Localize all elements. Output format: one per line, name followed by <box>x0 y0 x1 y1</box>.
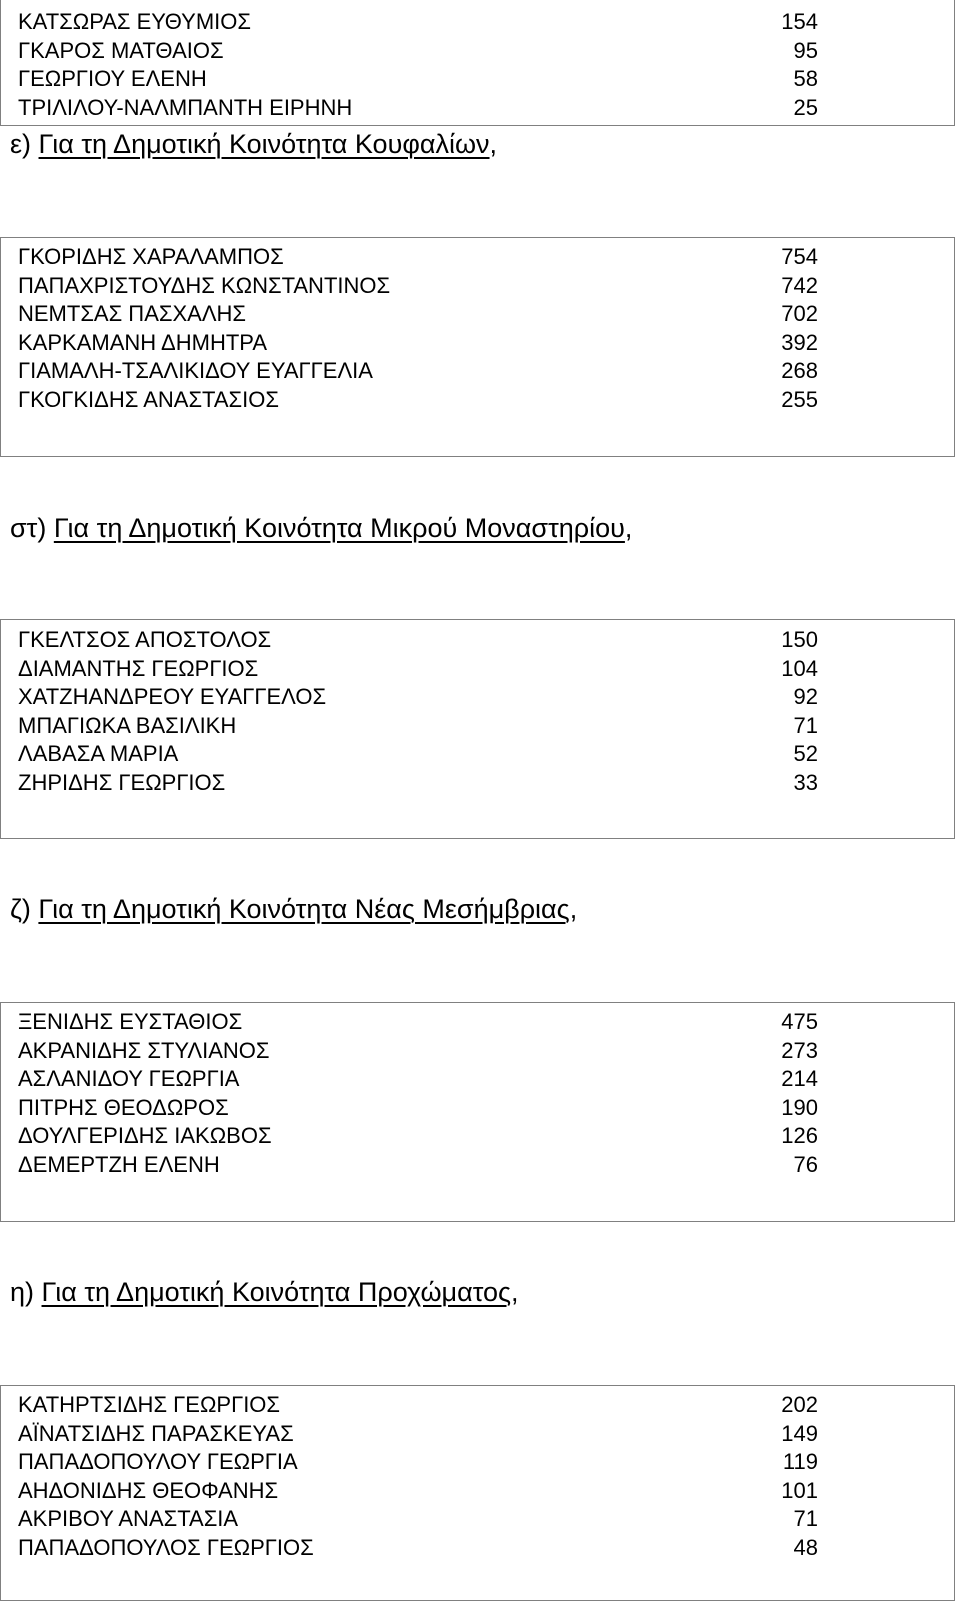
candidate-row <box>18 1037 818 1066</box>
candidate-name: ΞΕΝΙΔΗΣ ΕΥΣΤΑΘΙΟΣ <box>18 1009 243 1034</box>
candidate-votes: 392 <box>781 329 818 355</box>
candidate-name: ΑΚΡΑΝΙΔΗΣ ΣΤΥΛΙΑΝΟΣ <box>18 1037 270 1063</box>
candidate-votes: 754 <box>781 244 818 269</box>
candidate-row <box>18 1094 818 1123</box>
candidate-votes: 190 <box>781 1094 818 1120</box>
candidate-row <box>18 1065 818 1094</box>
candidate-name: ΜΠΑΓΙΩΚΑ ΒΑΣΙΛΙΚΗ <box>18 712 237 738</box>
candidate-row <box>18 94 818 123</box>
section-heading-title: Για τη Δημοτική Κοινότητα Νέας Μεσήμβριας <box>38 894 570 924</box>
candidate-row <box>18 769 818 798</box>
candidate-row <box>18 1420 818 1449</box>
candidate-name: ΚΑΤΣΩΡΑΣ ΕΥΘΥΜΙΟΣ <box>18 9 251 34</box>
section-heading-suffix: , <box>489 129 498 159</box>
candidate-name: ΠΑΠΑΔΟΠΟΥΛΟΣ ΓΕΩΡΓΙΟΣ <box>18 1534 314 1560</box>
candidate-votes: 95 <box>793 37 818 63</box>
candidate-name: ΖΗΡΙΔΗΣ ΓΕΩΡΓΙΟΣ <box>18 769 226 795</box>
candidate-row <box>18 1505 818 1534</box>
candidate-name: ΓΙΑΜΑΛΗ-ΤΣΑΛΙΚΙΔΟΥ ΕΥΑΓΓΕΛΙΑ <box>18 358 373 384</box>
candidate-name: ΓΚΑΡΟΣ ΜΑΤΘΑΙΟΣ <box>18 37 224 63</box>
candidate-row <box>18 329 818 358</box>
candidate-name: ΚΑΤΗΡΤΣΙΔΗΣ ΓΕΩΡΓΙΟΣ <box>18 1392 281 1417</box>
section-heading-suffix: , <box>624 513 633 543</box>
candidate-name: ΧΑΤΖΗΑΝΔΡΕΟΥ ΕΥΑΓΓΕΛΟΣ <box>18 684 327 710</box>
candidate-row <box>18 300 818 329</box>
section-heading-prefix: ε) <box>10 129 39 159</box>
candidate-votes: 268 <box>781 358 818 384</box>
candidate-row <box>18 386 818 415</box>
candidate-votes: 104 <box>781 655 818 681</box>
section-heading-koufalia <box>10 129 497 160</box>
candidate-list-prochoma <box>18 1391 818 1563</box>
candidate-row <box>18 1122 818 1151</box>
candidate-votes: 71 <box>793 1506 818 1532</box>
candidate-votes: 742 <box>781 272 818 298</box>
candidate-name: ΓΚΟΡΙΔΗΣ ΧΑΡΑΛΑΜΠΟΣ <box>18 244 284 269</box>
candidate-name: ΑΪΝΑΤΣΙΔΗΣ ΠΑΡΑΣΚΕΥΑΣ <box>18 1420 294 1446</box>
candidate-votes: 76 <box>793 1151 818 1177</box>
candidate-name: ΓΚΟΓΚΙΔΗΣ ΑΝΑΣΤΑΣΙΟΣ <box>18 386 279 412</box>
candidate-votes: 273 <box>781 1037 818 1063</box>
candidate-row <box>18 357 818 386</box>
candidate-votes: 58 <box>793 66 818 92</box>
candidate-name: ΛΑΒΑΣΑ ΜΑΡΙΑ <box>18 741 179 767</box>
candidate-votes: 214 <box>781 1066 818 1092</box>
section-heading-nea-mesimvria <box>10 894 577 925</box>
candidate-name: ΓΚΕΛΤΣΟΣ ΑΠΟΣΤΟΛΟΣ <box>18 627 272 652</box>
candidate-votes: 150 <box>781 627 818 652</box>
section-heading-prefix: στ) <box>10 513 54 543</box>
candidate-list-mikro-monastiri <box>18 626 818 798</box>
candidate-votes: 119 <box>782 1449 818 1475</box>
candidate-list-koufalia <box>18 243 818 415</box>
candidate-row <box>18 272 818 301</box>
section-heading-mikro-monastiri <box>10 513 632 544</box>
candidate-votes: 101 <box>781 1477 818 1503</box>
candidate-row <box>18 1534 818 1563</box>
candidate-row <box>18 243 818 272</box>
section-heading-suffix: , <box>569 894 578 924</box>
section-heading-prefix: ζ) <box>10 894 39 924</box>
candidate-votes: 202 <box>781 1392 818 1417</box>
candidate-name: ΑΣΛΑΝΙΔΟΥ ΓΕΩΡΓΙΑ <box>18 1066 240 1092</box>
candidate-row <box>18 626 818 655</box>
candidate-name: ΔΙΑΜΑΝΤΗΣ ΓΕΩΡΓΙΟΣ <box>18 655 259 681</box>
section-heading-suffix: , <box>511 1277 519 1307</box>
candidate-row <box>18 655 818 684</box>
candidate-votes: 154 <box>781 9 818 34</box>
candidate-votes: 702 <box>781 301 818 327</box>
candidate-votes: 149 <box>781 1420 818 1446</box>
candidate-name: ΑΚΡΙΒΟΥ ΑΝΑΣΤΑΣΙΑ <box>18 1506 239 1532</box>
candidate-row <box>18 740 818 769</box>
candidate-row <box>18 65 818 94</box>
candidate-votes: 52 <box>793 741 818 767</box>
section-heading-title: Για τη Δημοτική Κοινότητα Κουφαλίων <box>38 129 490 159</box>
candidate-votes: 33 <box>793 769 818 795</box>
candidate-votes: 92 <box>793 684 818 710</box>
section-heading-prefix: η) <box>10 1277 42 1307</box>
candidate-name: ΚΑΡΚΑΜΑΝΗ ΔΗΜΗΤΡΑ <box>18 329 267 355</box>
candidate-row <box>18 1151 818 1180</box>
candidate-name: ΓΕΩΡΓΙΟΥ ΕΛΕΝΗ <box>18 66 207 92</box>
candidate-name: ΑΗΔΟΝΙΔΗΣ ΘΕΟΦΑΝΗΣ <box>18 1477 279 1503</box>
section-heading-title: Για τη Δημοτική Κοινότητα Μικρού Μοναστηρίου <box>53 513 625 543</box>
candidate-votes: 25 <box>793 94 818 120</box>
candidate-name: ΔΟΥΛΓΕΡΙΔΗΣ ΙΑΚΩΒΟΣ <box>18 1123 272 1149</box>
candidate-votes: 255 <box>781 386 818 412</box>
candidate-list-nea-mesimvria <box>18 1008 818 1180</box>
candidate-list-continued <box>18 8 818 122</box>
candidate-name: ΠΑΠΑΧΡΙΣΤΟΥΔΗΣ ΚΩΝΣΤΑΝΤΙΝΟΣ <box>18 272 391 298</box>
candidate-name: ΤΡΙΛΙΛΟΥ-ΝΑΛΜΠΑΝΤΗ ΕΙΡΗΝΗ <box>18 94 353 120</box>
candidate-name: ΠΑΠΑΔΟΠΟΥΛΟΥ ΓΕΩΡΓΙΑ <box>18 1449 298 1475</box>
section-heading-title: Για τη Δημοτική Κοινότητα Προχώματος <box>41 1277 512 1307</box>
candidate-name: ΠΙΤΡΗΣ ΘΕΟΔΩΡΟΣ <box>18 1094 229 1120</box>
candidate-votes: 48 <box>793 1534 818 1560</box>
candidate-row <box>18 683 818 712</box>
candidate-votes: 126 <box>781 1123 818 1149</box>
candidate-row <box>18 712 818 741</box>
candidate-row <box>18 1391 818 1420</box>
candidate-votes: 71 <box>793 712 818 738</box>
candidate-row <box>18 1008 818 1037</box>
candidate-name: ΔΕΜΕΡΤΖΗ ΕΛΕΝΗ <box>18 1151 220 1177</box>
candidate-row <box>18 8 818 37</box>
candidate-row <box>18 1448 818 1477</box>
candidate-votes: 475 <box>781 1009 818 1034</box>
candidate-name: ΝΕΜΤΣΑΣ ΠΑΣΧΑΛΗΣ <box>18 301 247 327</box>
candidate-row <box>18 37 818 66</box>
candidate-row <box>18 1477 818 1506</box>
section-heading-prochoma <box>10 1277 519 1308</box>
